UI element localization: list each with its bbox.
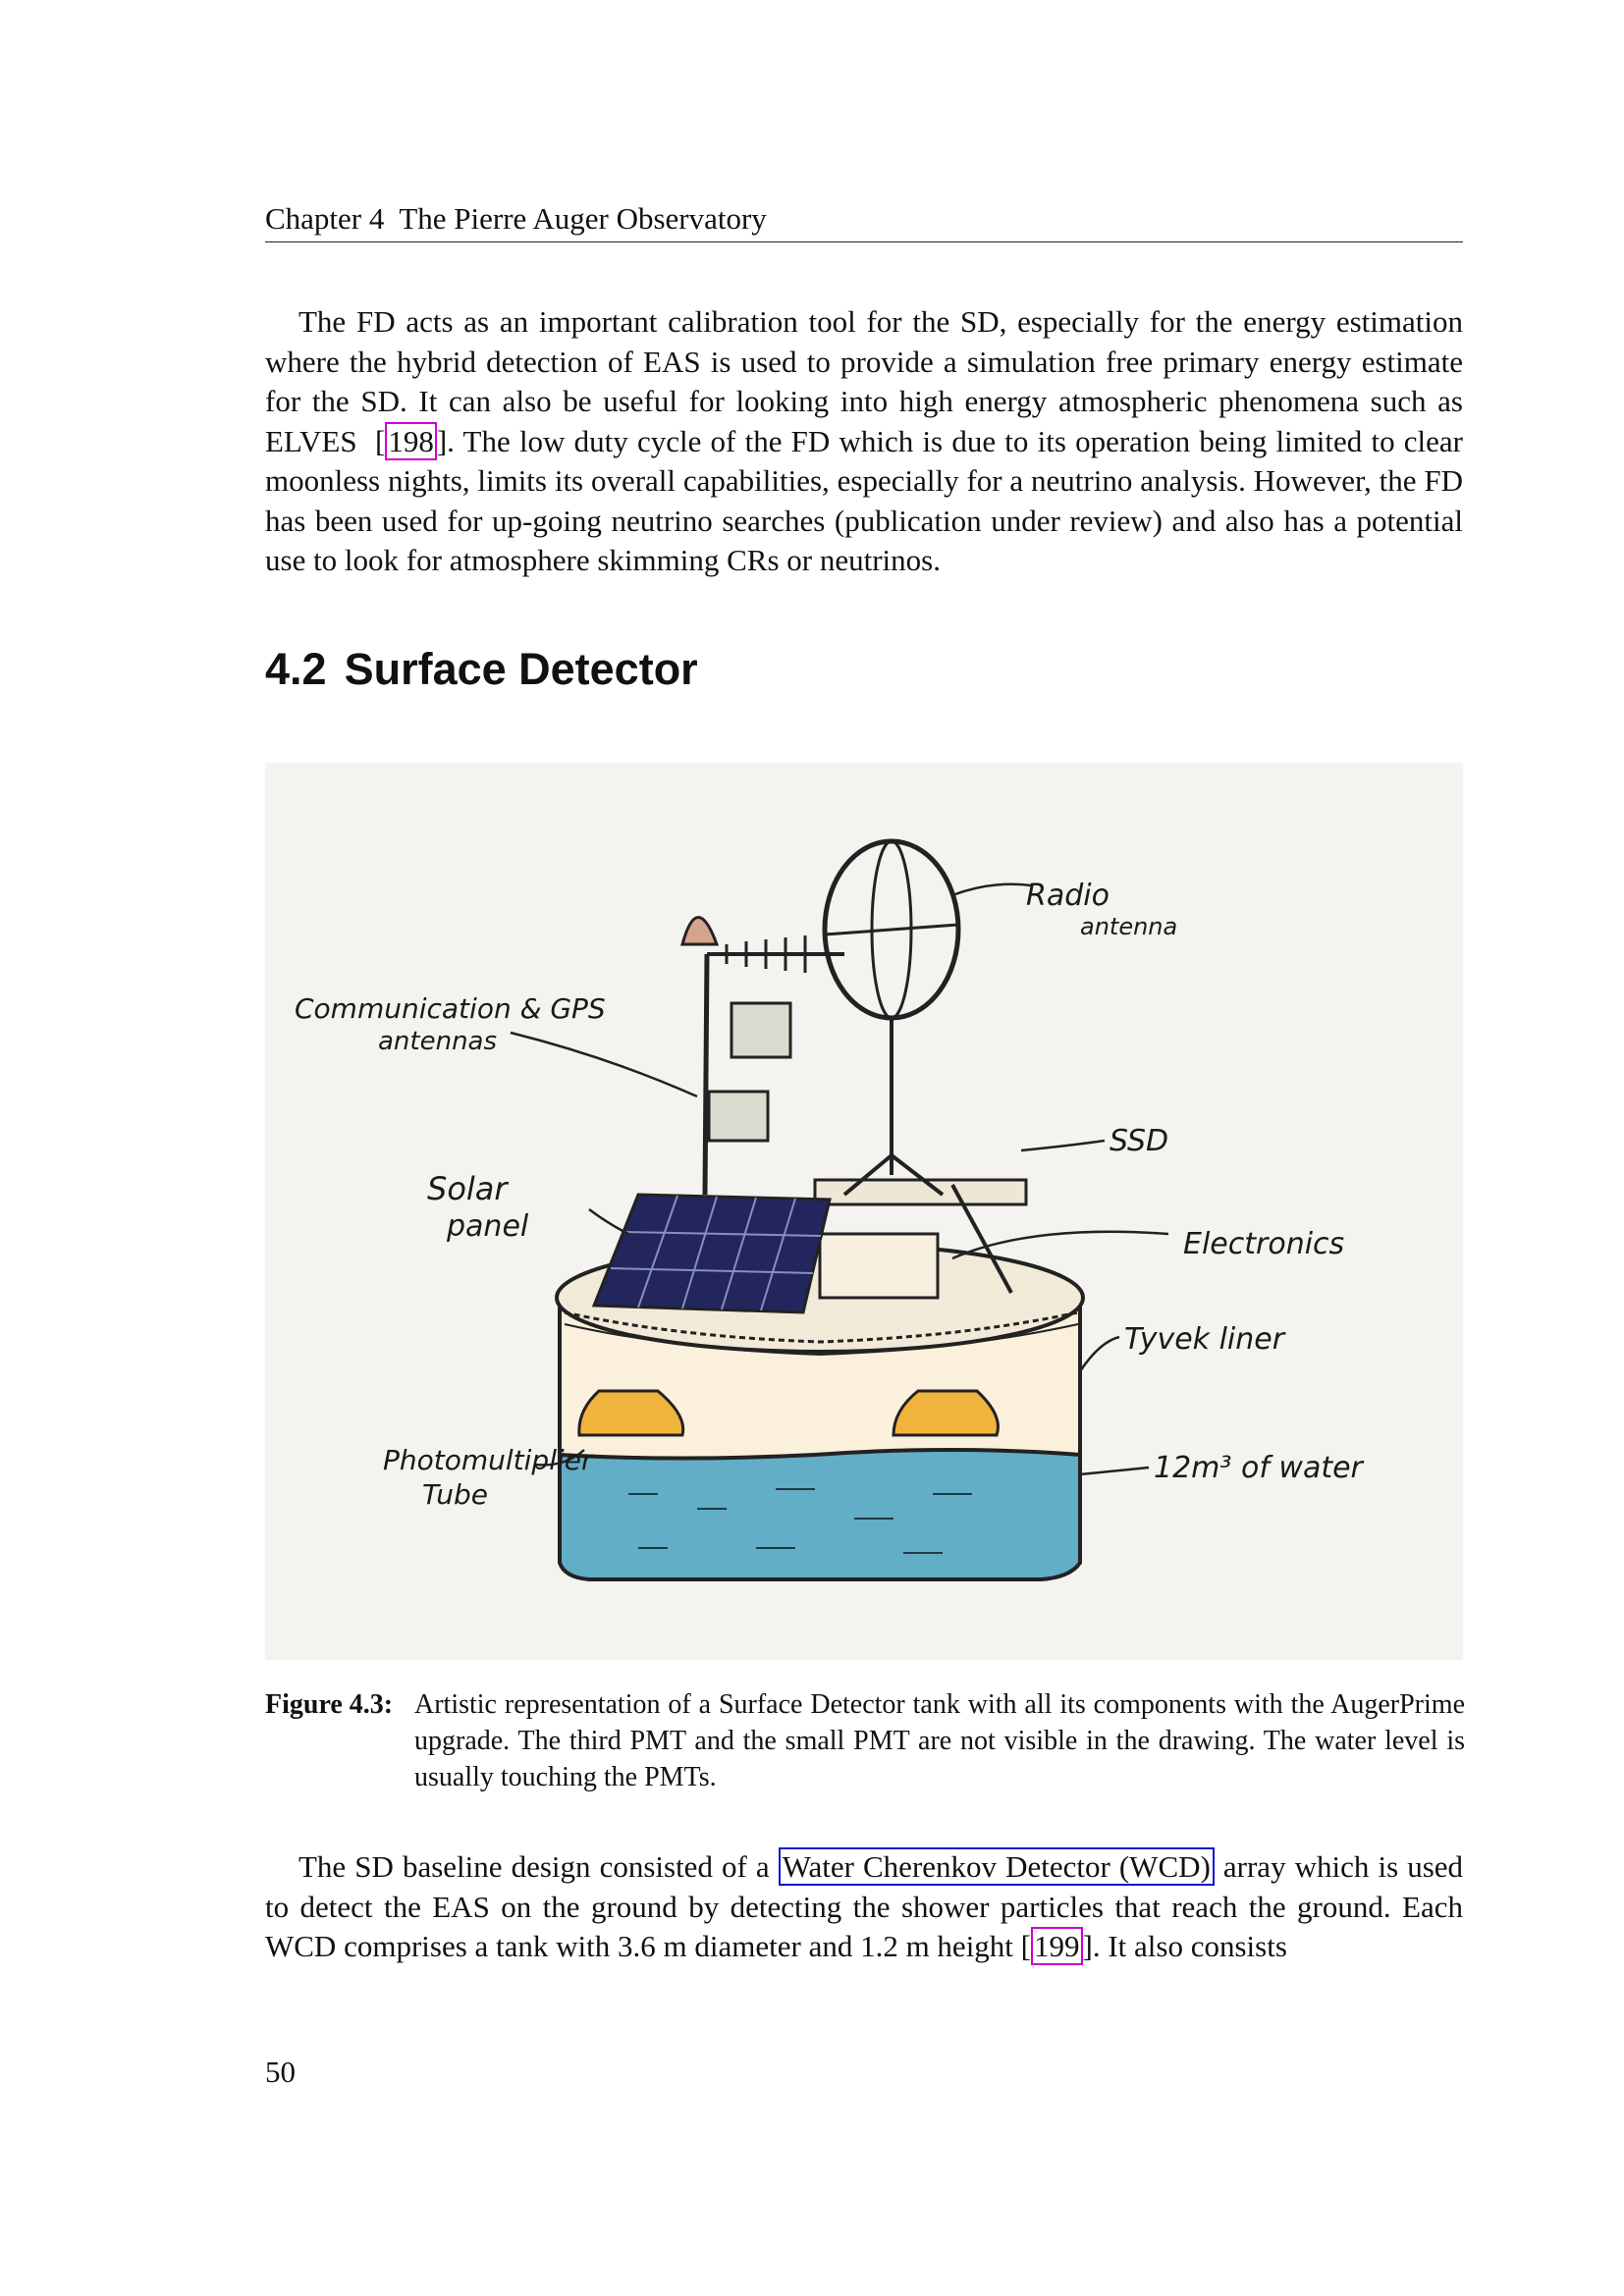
acronym-link-wcd[interactable]: Water Cherenkov Detector (WCD) bbox=[779, 1847, 1215, 1886]
comm-antenna-1 bbox=[731, 1003, 790, 1057]
citation-link[interactable]: 199 bbox=[1031, 1927, 1083, 1965]
label-tyvek: Tyvek liner bbox=[1124, 1322, 1285, 1357]
water-body bbox=[560, 1440, 1080, 1579]
label-water: 12m³ of water bbox=[1154, 1451, 1363, 1485]
label-pmt-2: Tube bbox=[422, 1478, 489, 1511]
surface-detector-drawing bbox=[265, 763, 1463, 1660]
label-comm-2: antennas bbox=[378, 1027, 498, 1056]
antenna-mast bbox=[705, 954, 707, 1195]
label-comm-1: Communication & GPS bbox=[295, 992, 606, 1025]
section-number: 4.2 bbox=[265, 644, 327, 694]
section-heading bbox=[265, 640, 698, 699]
label-radio-2: antenna bbox=[1080, 913, 1178, 940]
paragraph-sd-design: The SD baseline design consisted of a Water Cherenkov Detector (WCD) array which is used to detect the EAS on the ground by detecting the shower particles that reach the ground. Each WCD comprises a tank with 3.6 m diameter and 1.2 m height [199]. It also consists bbox=[265, 1849, 1464, 1963]
section-title: Surface Detector bbox=[344, 644, 698, 694]
label-pmt-1: Photomultiplier bbox=[383, 1444, 593, 1476]
label-solar-1: Solar bbox=[427, 1170, 508, 1207]
label-radio-1: Radio bbox=[1026, 879, 1110, 913]
running-header bbox=[265, 196, 1463, 242]
caption-text: Artistic representation of a Surface Detector tank with all its components with the AugerPrime upgrade. The third PMT and the small PMT are not visible in the drawing. The water level is usually touching the PMTs. bbox=[414, 1689, 1465, 1792]
page-number: 50 bbox=[265, 2055, 296, 2089]
paragraph2-text-c: . It also consists bbox=[1092, 1929, 1287, 1963]
paragraph1-text-a: The FD acts as an important calibration tool for the SD, especially for the energy estimation where the hybrid detection of EAS is used to provide a simulation free primary energy estimate for the SD. It can also be useful for looking into high energy atmospheric phenomena such as ELVES bbox=[265, 304, 1463, 458]
paragraph2-text-b: array which is used to detect the EAS on the ground by detecting the shower particles that reach the ground. Each WCD comprises a tank with 3.6 m diameter and 1.2 m height bbox=[265, 1849, 1464, 1963]
label-electronics: Electronics bbox=[1183, 1227, 1345, 1261]
comm-antenna-2 bbox=[709, 1092, 768, 1141]
header-title: The Pierre Auger Observatory bbox=[399, 201, 767, 236]
pmt-right bbox=[893, 1391, 998, 1435]
paragraph2-text-a: The SD baseline design consisted of a bbox=[298, 1849, 770, 1884]
header-chapter: Chapter 4 bbox=[265, 201, 385, 236]
figure-surface-detector bbox=[265, 763, 1463, 1660]
citation-link[interactable]: 198 bbox=[385, 422, 437, 460]
figure-caption bbox=[265, 1686, 1465, 1795]
caption-label: Figure 4.3: bbox=[265, 1689, 394, 1720]
label-ssd: SSD bbox=[1110, 1124, 1169, 1158]
electronics-box bbox=[820, 1234, 938, 1298]
paragraph-fd-calibration: The FD acts as an important calibration tool for the SD, especially for the energy estimation where the hybrid detection of EAS is used to provide a simulation free primary energy estimate for the SD. It can also be useful for looking into high energy atmospheric phenomena such as ELVES [198]. The low duty cycle of the FD which is due to its operation being limited to clear moonless nights, limits its overall capabilities, especially for a neutrino analysis. However, the FD has been used for up-going neutrino searches (publication under review) and also has a potential use to look for atmosphere skimming CRs or neutrinos. bbox=[265, 304, 1463, 577]
label-solar-2: panel bbox=[447, 1209, 529, 1244]
gps-dome bbox=[682, 918, 717, 945]
paragraph1-text-b: . The low duty cycle of the FD which is due to its operation being limited to clear moonless nights, limits its overall capabilities, especially for a neutrino analysis. However, the FD has been used for up-going neutrino searches (publication under review) and also has a potential use to look for atmosphere skimming CRs or neutrinos. bbox=[265, 423, 1463, 577]
